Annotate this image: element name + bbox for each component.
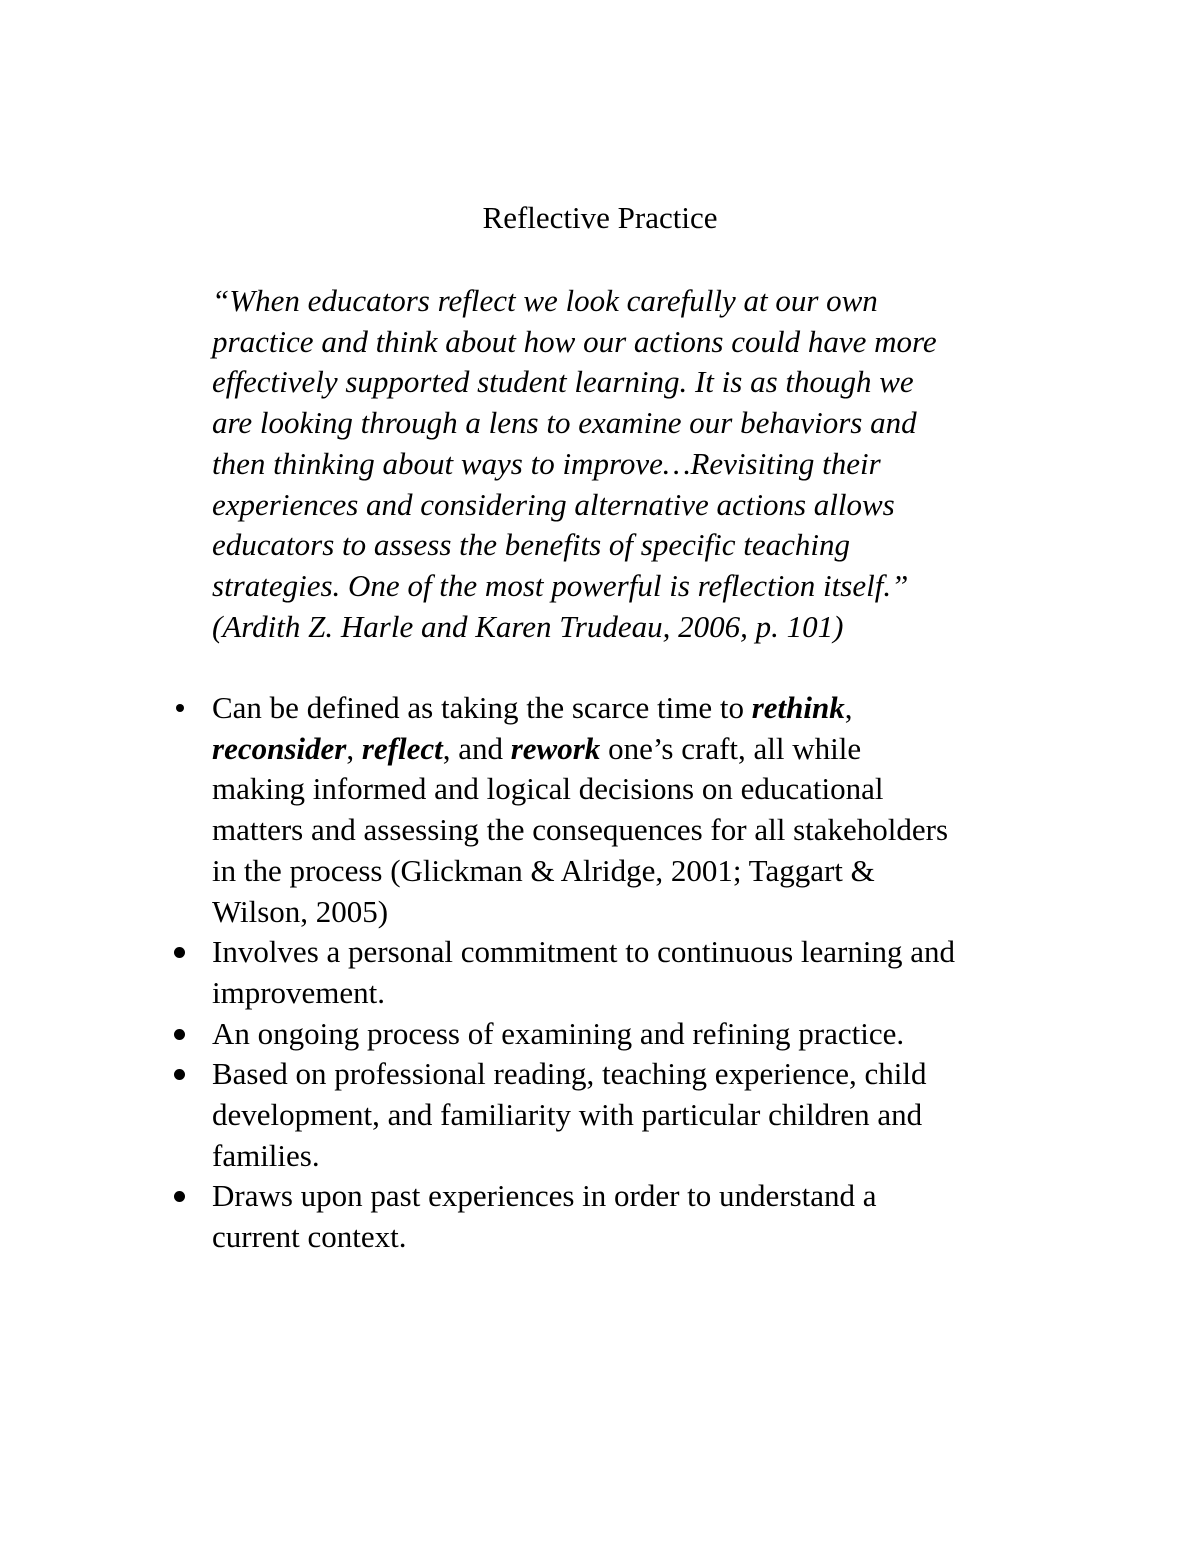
emphasis-term: rework xyxy=(510,730,601,766)
bullet-icon xyxy=(166,932,196,973)
bullet-icon xyxy=(166,688,196,729)
bullet-line: current context. xyxy=(212,1219,407,1255)
quote-citation: (Ardith Z. Harle and Karen Trudeau, 2006, p. 101) xyxy=(212,608,844,644)
quote-line: “When educators reflect we look carefully at our own xyxy=(212,283,878,318)
emphasis-term: reflect xyxy=(361,730,443,766)
list-item xyxy=(0,1176,1200,1257)
quote-line: experiences and considering alternative actions allows xyxy=(212,486,895,522)
quote-line: are looking through a lens to examine our behaviors and xyxy=(212,405,917,441)
list-item xyxy=(0,1054,1200,1176)
bullet-line: families. xyxy=(212,1137,320,1173)
bullet-line: in the process (Glickman & Alridge, 2001; Taggart & xyxy=(212,852,875,888)
quote-line: practice and think about how our actions could have more xyxy=(212,323,937,359)
bullet-text: , and xyxy=(442,730,511,766)
bullet-line: Wilson, 2005) xyxy=(212,893,389,929)
bullet-line: Based on professional reading, teaching experience, child xyxy=(212,1056,927,1092)
bullet-icon xyxy=(166,1176,196,1217)
list-item xyxy=(0,932,1200,1013)
bullet-line: development, and familiarity with particular children and xyxy=(212,1097,923,1133)
bullet-line: Draws upon past experiences in order to understand a xyxy=(212,1178,877,1214)
quote-line: educators to assess the benefits of specific teaching xyxy=(212,527,850,563)
bullet-line: improvement. xyxy=(212,974,386,1010)
quote-line: then thinking about ways to improve…Revisiting their xyxy=(212,445,881,481)
bullet-line xyxy=(212,688,1200,729)
quote-line: strategies. One of the most powerful is reflection itself.” xyxy=(212,567,909,603)
bullet-line: Involves a personal commitment to continuous learning and xyxy=(212,934,955,970)
bullet-icon xyxy=(166,1014,196,1055)
bullet-text: one’s craft, all while xyxy=(600,730,862,766)
bullet-line: matters and assessing the consequences for all stakeholders xyxy=(212,812,949,848)
block-quote xyxy=(212,281,1072,647)
quote-line: effectively supported student learning. It is as though we xyxy=(212,364,914,400)
bullet-line: making informed and logical decisions on educational xyxy=(212,771,884,807)
bullet-text: , xyxy=(346,730,362,766)
bullet-text: , xyxy=(844,690,853,725)
page-title: Reflective Practice xyxy=(482,200,718,235)
bullet-icon xyxy=(166,1054,196,1095)
emphasis-term: reconsider xyxy=(212,730,347,766)
bullet-line: An ongoing process of examining and refining practice. xyxy=(212,1015,905,1051)
emphasis-term: rethink xyxy=(751,690,845,725)
list-item xyxy=(0,688,1200,932)
bullet-text: Can be defined as taking the scarce time to xyxy=(212,690,752,725)
bullet-list xyxy=(0,688,1200,1258)
list-item xyxy=(0,1014,1200,1055)
bullet-line xyxy=(212,729,1200,770)
